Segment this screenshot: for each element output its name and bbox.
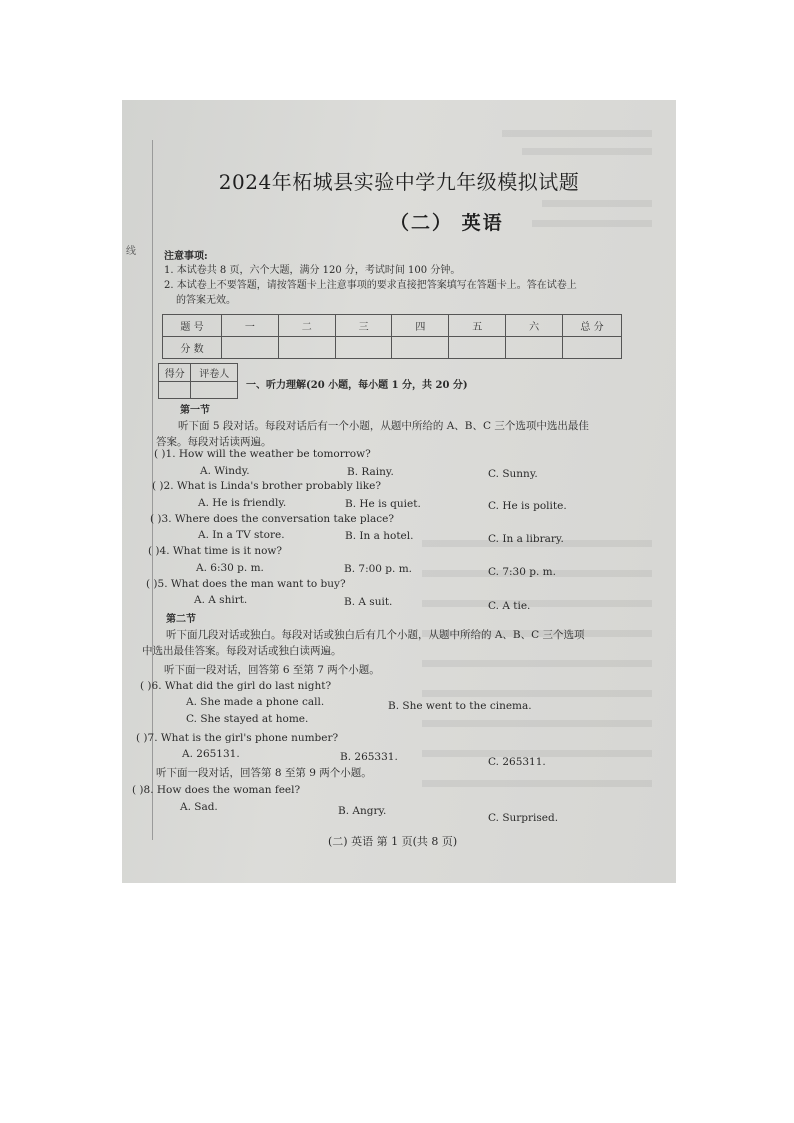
score-table-cell: 二: [278, 315, 335, 337]
score-table-score-row: [163, 337, 622, 359]
part-2-heading: 第二节: [166, 614, 196, 625]
question-8-option-a: A. Sad.: [180, 801, 218, 813]
score-blank: [449, 337, 506, 359]
notes-list: [164, 263, 624, 308]
score-blank: [335, 337, 392, 359]
bleed-through: [422, 660, 652, 667]
exam-subtitle: （二） 英语: [390, 212, 504, 234]
score-blank: [278, 337, 335, 359]
question-1-stem: ( )1. How will the weather be tomorrow?: [154, 448, 371, 460]
score-table-cell: 三: [335, 315, 392, 337]
question-6-option-c: C. She stayed at home.: [186, 713, 309, 725]
question-5-option-a: A. A shirt.: [194, 594, 248, 606]
exam-page-photo: [122, 100, 676, 883]
bleed-through: [422, 690, 652, 697]
part-1-instruction: 答案。每段对话读两遍。: [156, 436, 272, 448]
question-5-option-c: C. A tie.: [488, 600, 531, 612]
question-7-option-c: C. 265311.: [488, 756, 546, 768]
question-8-option-b: B. Angry.: [338, 805, 387, 817]
bleed-through: [422, 600, 652, 607]
question-6-stem: ( )6. What did the girl do last night?: [140, 680, 332, 692]
note-item: 的答案无效。: [176, 295, 236, 306]
question-8-option-c: C. Surprised.: [488, 812, 559, 824]
section-1-title: 一、听力理解(20 小题，每小题 1 分，共 20 分): [246, 380, 468, 391]
score-table-cell: 五: [449, 315, 506, 337]
grader-table: [158, 363, 238, 399]
grader-blank: [191, 382, 238, 399]
score-table: [162, 314, 622, 359]
question-7-option-b: B. 265331.: [340, 751, 398, 763]
score-table-cell: 分 数: [163, 337, 222, 359]
question-6-option-b: B. She went to the cinema.: [388, 700, 532, 712]
question-5-option-b: B. A suit.: [344, 596, 393, 608]
bleed-through: [422, 780, 652, 787]
question-5-stem: ( )5. What does the man want to buy?: [146, 578, 346, 590]
note-item: 2. 本试卷上不要答题，请按答题卡上注意事项的要求直接把答案填写在答题卡上。答在试卷上: [164, 280, 577, 291]
question-1-option-a: A. Windy.: [200, 465, 250, 477]
question-8-stem: ( )8. How does the woman feel?: [132, 784, 301, 796]
question-2-stem: ( )2. What is Linda's brother probably like?: [152, 480, 381, 492]
binding-margin-char: 线: [126, 246, 136, 257]
question-3-stem: ( )3. Where does the conversation take place?: [150, 513, 394, 525]
question-4-stem: ( )4. What time is it now?: [148, 545, 283, 557]
question-3-option-c: C. In a library.: [488, 533, 564, 545]
score-blank: [506, 337, 563, 359]
score-table-cell: 总 分: [563, 315, 622, 337]
question-7-stem: ( )7. What is the girl's phone number?: [136, 732, 339, 744]
grader-cell: 评卷人: [191, 364, 238, 382]
grader-blank: [159, 382, 191, 399]
question-3-option-a: A. In a TV store.: [198, 529, 285, 541]
score-table-header-row: [163, 315, 622, 337]
exam-title: 2024年柘城县实验中学九年级模拟试题: [218, 170, 580, 194]
question-4-option-a: A. 6:30 p. m.: [196, 562, 264, 574]
question-2-option-a: A. He is friendly.: [198, 497, 287, 509]
question-2-option-c: C. He is polite.: [488, 500, 567, 512]
bleed-through: [532, 220, 652, 227]
score-blank: [563, 337, 622, 359]
score-table-cell: 四: [392, 315, 449, 337]
question-6-option-a: A. She made a phone call.: [186, 696, 325, 708]
note-item: 1. 本试卷共 8 页，六个大题，满分 120 分，考试时间 100 分钟。: [164, 265, 461, 276]
part-1-instruction: 听下面 5 段对话。每段对话后有一个小题，从题中所给的 A、B、C 三个选项中选出最佳: [178, 420, 589, 432]
part-2-pre-question: 听下面一段对话，回答第 6 至第 7 两个小题。: [164, 664, 380, 676]
question-7-option-a: A. 265131.: [182, 748, 240, 760]
bleed-through: [522, 148, 652, 155]
grader-cell: 得分: [159, 364, 191, 382]
question-1-option-b: B. Rainy.: [347, 466, 394, 478]
part-2-pre-question: 听下面一段对话，回答第 8 至第 9 两个小题。: [156, 767, 372, 779]
question-1-option-c: C. Sunny.: [488, 468, 538, 480]
bleed-through: [542, 200, 652, 207]
bleed-through: [502, 130, 652, 137]
score-table-cell: 题 号: [163, 315, 222, 337]
score-table-cell: 六: [506, 315, 563, 337]
score-blank: [222, 337, 279, 359]
part-2-instruction: 中选出最佳答案。每段对话或独白读两遍。: [142, 645, 342, 657]
question-3-option-b: B. In a hotel.: [345, 530, 414, 542]
bleed-through: [422, 720, 652, 727]
question-2-option-b: B. He is quiet.: [345, 498, 421, 510]
score-table-cell: 一: [222, 315, 279, 337]
score-blank: [392, 337, 449, 359]
notes-heading: 注意事项:: [164, 251, 208, 262]
question-4-option-b: B. 7:00 p. m.: [344, 563, 412, 575]
question-4-option-c: C. 7:30 p. m.: [488, 566, 556, 578]
part-1-heading: 第一节: [180, 405, 210, 416]
page-footer: (二) 英语 第 1 页(共 8 页): [328, 835, 458, 848]
part-2-instruction: 听下面几段对话或独白。每段对话或独白后有几个小题，从题中所给的 A、B、C 三个选项: [166, 629, 585, 641]
